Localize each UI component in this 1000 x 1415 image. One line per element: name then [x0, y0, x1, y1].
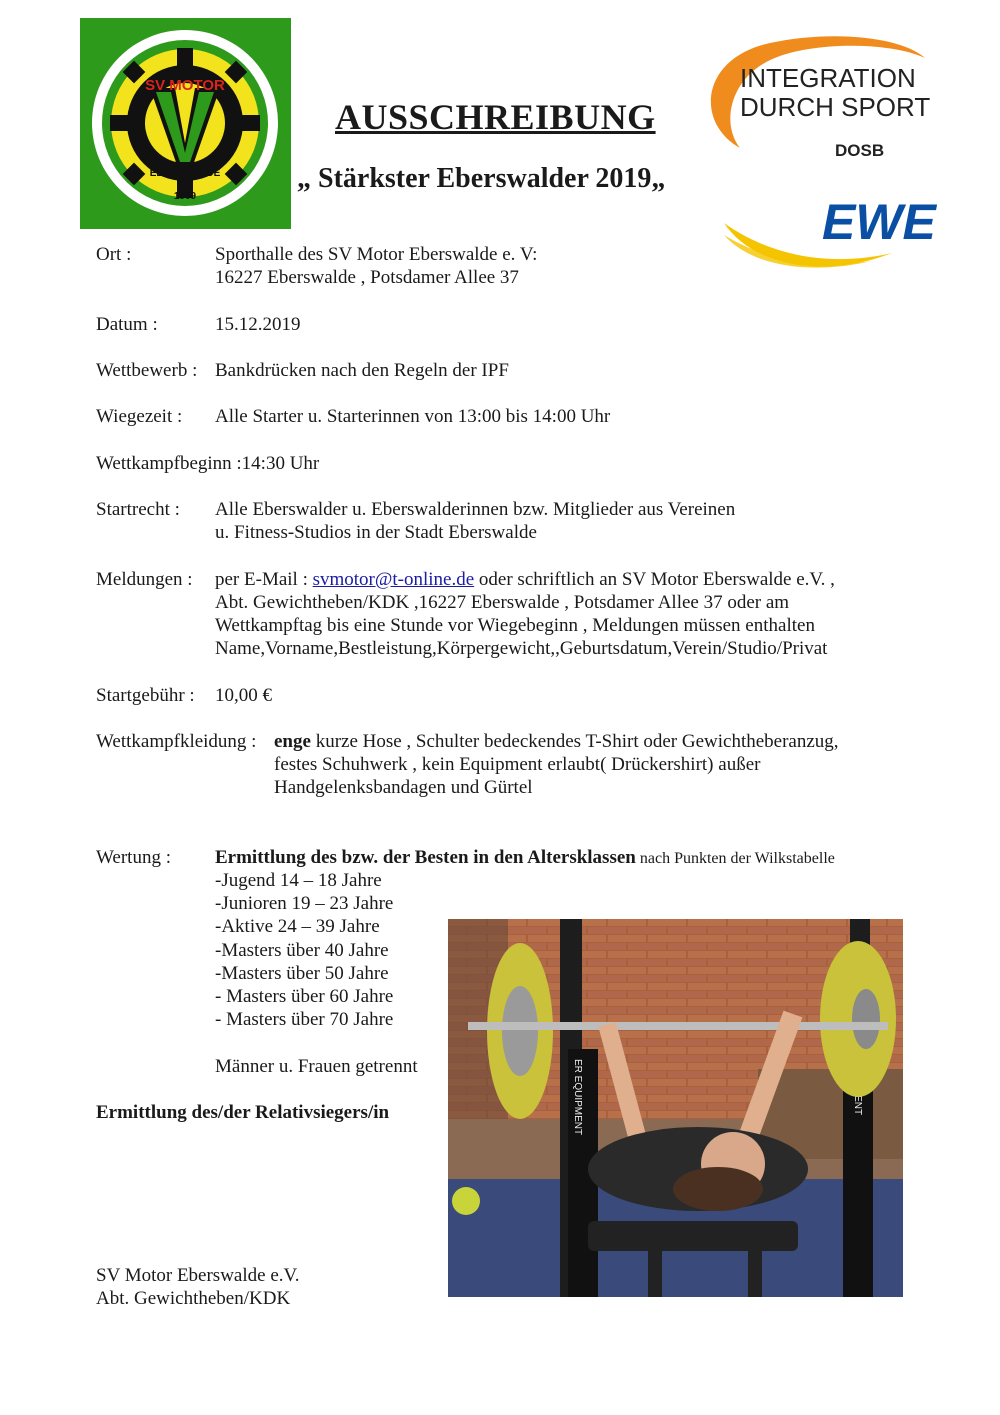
page-title: AUSSCHREIBUNG: [335, 97, 656, 137]
ewe-logo: [722, 195, 947, 275]
kleidung-line3: Handgelenksbandagen und Gürtel: [274, 777, 533, 798]
kleidung-line2: festes Schuhwerk , kein Equipment erlaubt( Drückershirt) außer: [274, 754, 761, 775]
age-class-item: -Aktive 24 – 39 Jahre: [215, 916, 380, 937]
kleidung-label: Wettkampfkleidung :: [96, 731, 257, 752]
kleidung-bold-word: enge: [274, 731, 311, 752]
wiegezeit-value: Alle Starter u. Starterinnen von 13:00 bis 14:00 Uhr: [215, 406, 611, 427]
meldungen-prefix: per E-Mail :: [215, 569, 313, 590]
wettbewerb-value: Bankdrücken nach den Regeln der IPF: [215, 360, 509, 381]
ort-line1: Sporthalle des SV Motor Eberswalde e. V:: [215, 244, 538, 265]
integration-logo: [700, 28, 940, 163]
rack-label-left: ER EQUIPMENT: [572, 1059, 583, 1136]
wertung-heading-line: [215, 846, 835, 870]
startgebuehr-label: Startgebühr :: [96, 685, 195, 706]
ewe-logo-text: EWE: [822, 195, 936, 250]
meldungen-line1: [215, 568, 835, 591]
wettkampfbeginn-text: Wettkampfbeginn :14:30 Uhr: [96, 453, 320, 474]
meldungen-line4: Name,Vorname,Bestleistung,Körpergewicht,,Geburtsdatum,Verein/Studio/Privat: [215, 638, 828, 659]
ort-label: Ort :: [96, 244, 132, 265]
age-class-item: -Masters über 50 Jahre: [215, 963, 389, 984]
email-link[interactable]: svmotor@t-online.de: [312, 569, 475, 590]
meldungen-suffix: oder schriftlich an SV Motor Eberswalde e.V. ,: [474, 569, 835, 590]
integration-logo-swoosh: [700, 28, 940, 163]
startrecht-line2: u. Fitness-Studios in der Stadt Eberswalde: [215, 522, 537, 543]
footer-org: SV Motor Eberswalde e.V.: [96, 1265, 300, 1286]
startrecht-line1: Alle Eberswalder u. Eberswalderinnen bzw. Mitglieder aus Vereinen: [215, 499, 736, 520]
meldungen-line3: Wettkampftag bis eine Stunde vor Wiegebeginn , Meldungen müssen enthalten: [215, 615, 815, 636]
club-emblem: [80, 18, 291, 229]
age-class-item: -Junioren 19 – 23 Jahre: [215, 893, 394, 914]
age-class-item: -Masters über 40 Jahre: [215, 940, 389, 961]
wiegezeit-label: Wiegezeit :: [96, 406, 183, 427]
dosb-logo-text: DOSB: [835, 141, 885, 160]
datum-value: 15.12.2019: [215, 314, 301, 335]
wertung-heading: Ermittlung des bzw. der Besten in den Altersklassen: [215, 847, 636, 868]
club-logo: [80, 18, 291, 229]
datum-label: Datum :: [96, 314, 158, 335]
wettbewerb-label: Wettbewerb :: [96, 360, 198, 381]
meldungen-line2: Abt. Gewichtheben/KDK ,16227 Eberswalde , Potsdamer Allee 37 oder am: [215, 592, 790, 613]
club-logo-bottom-text: EBERSWALDE: [149, 168, 221, 179]
age-class-item: - Masters über 70 Jahre: [215, 1009, 394, 1030]
kleidung-line1-rest: kurze Hose , Schulter bedeckendes T-Shirt oder Gewichtheberanzug,: [310, 731, 839, 752]
age-class-item: - Masters über 60 Jahre: [215, 986, 394, 1007]
wertung-label: Wertung :: [96, 847, 171, 868]
wertung-note: Männer u. Frauen getrennt: [215, 1056, 418, 1077]
ort-line2: 16227 Eberswalde , Potsdamer Allee 37: [215, 267, 519, 288]
page-subtitle: „ Stärkster Eberswalder 2019„: [297, 163, 666, 194]
footer-dept: Abt. Gewichtheben/KDK: [96, 1288, 291, 1309]
bench-press-illustration: [448, 919, 903, 1297]
ewe-logo-mark: [722, 195, 947, 275]
startgebuehr-value: 10,00 €: [215, 685, 272, 706]
age-class-item: -Jugend 14 – 18 Jahre: [215, 870, 382, 891]
integration-logo-line2: DURCH SPORT: [740, 92, 931, 122]
club-logo-top-text: SV MOTOR: [145, 77, 225, 94]
meldungen-label: Meldungen :: [96, 569, 193, 590]
wertung-heading-note: nach Punkten der Wilkstabelle: [635, 850, 835, 867]
relativsieger-heading: Ermittlung des/der Relativsiegers/in: [96, 1102, 390, 1123]
startrecht-label: Startrecht :: [96, 499, 180, 520]
bench-press-photo: [448, 919, 903, 1297]
integration-logo-line1: INTEGRATION: [740, 63, 916, 93]
kleidung-line1: [274, 730, 839, 753]
club-logo-year: 1909: [173, 191, 197, 202]
